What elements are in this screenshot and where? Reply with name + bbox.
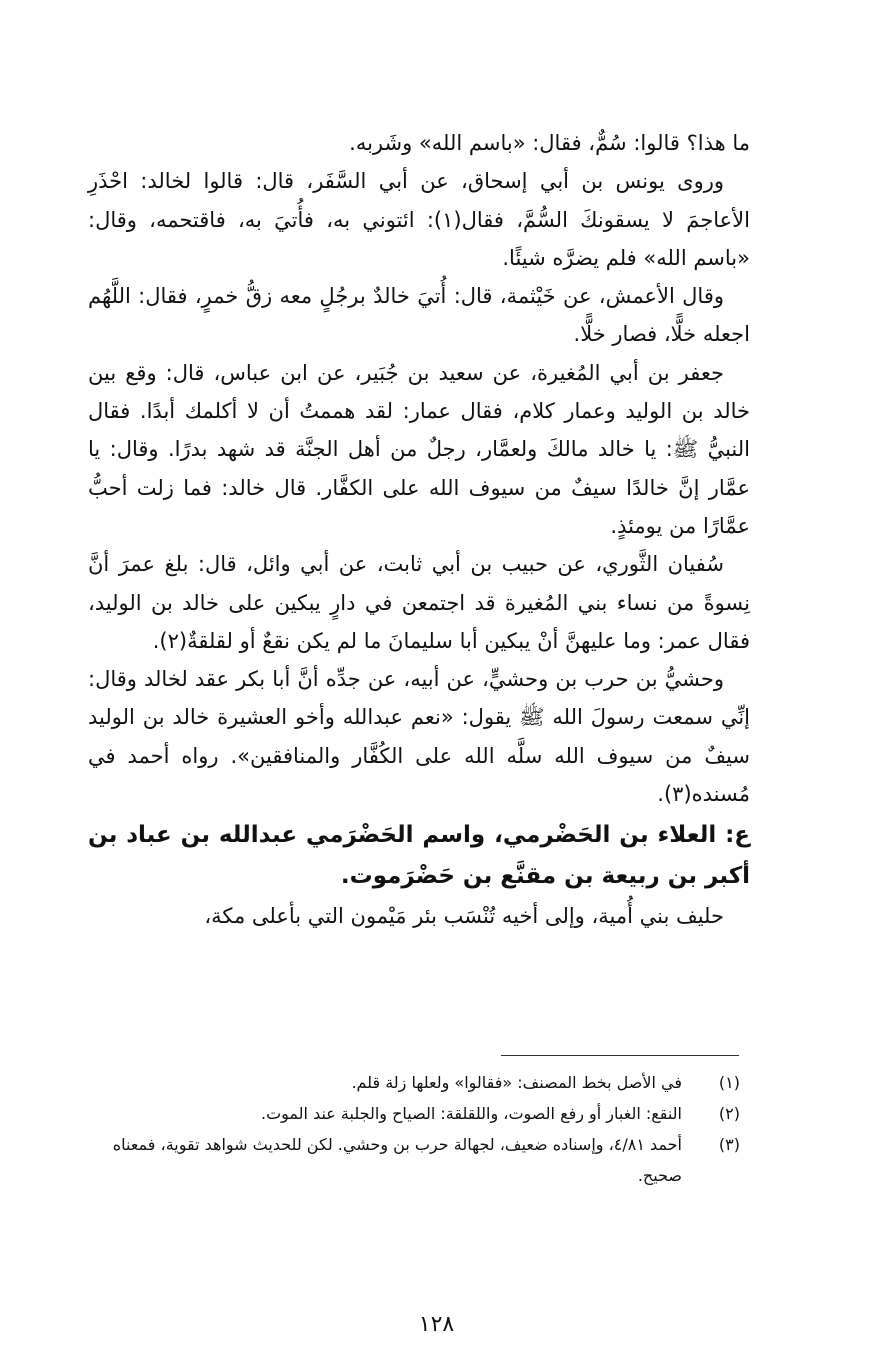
footnote-divider [501,1055,739,1056]
paragraph-2: وروى يونس بن أبي إسحاق، عن أبي السَّفَر، قال: قالوا لخالد: احْذَرِ الأعاجمَ لا يسقونكَ السُّمَّ، فقال(١): ائتوني به، فأُتيَ به، فاقتحمه، وقال: «باسم الله» فلم يضرَّه شيئًا. [88,169,750,270]
footnote-text: أحمد ٤/٨١، وإسناده ضعيف، لجهالة حرب بن وحشي. لكن للحديث شواهد تقوية، فمعناه صحيح. [112,1135,682,1185]
footnote-number: (١) [718,1073,740,1092]
paragraph-3: وقال الأعمش، عن خَيْثمة، قال: أُتيَ خالدٌ برجُلٍ معه زقُّ خمرٍ، فقال: اللَّهُم اجعله خلًّا، فصار خلًّا. [88,284,750,347]
footnote-text: في الأصل بخط المصنف: «فقالوا» ولعلها زلة قلم. [351,1073,682,1092]
footnote-number: (٣) [718,1135,740,1154]
entry-heading: ع: العلاء بن الحَضْرمي، واسم الحَضْرَمي عبدالله بن عباد بن أكبر بن ربيعة بن مقنَّع بن حَضْرَموت. [88,822,750,890]
paragraph-1: ما هذا؟ قالوا: سُمٌّ، فقال: «باسم الله» وشَربه. [349,131,750,155]
footnote-2 [70,1098,740,1129]
footnote-1 [70,1067,740,1098]
paragraph-4: جعفر بن أبي المُغيرة، عن سعيد بن جُبَير، عن ابن عباس، قال: وقع بين خالد بن الوليد وعمار كلام، فقال عمار: لقد هممتُ أن لا أكلمك أبدًا. فقال النبيُّ ﷺ: يا خالد مالكَ ولعمَّار، رجلٌ من أهل الجنَّة قد شهد بدرًا. وقال: يا عمَّار إنَّ خالدًا سيفٌ من سيوف الله على الكفَّار. قال خالد: فما زلت أحبُّ عمَّارًا من يومئذٍ. [88,360,750,538]
paragraph-7: حليف بني أُمية، وإلى أخيه تُنْسَب بئر مَيْمون التي بأعلى مكة، [204,904,724,929]
main-text [88,124,750,936]
page-number: ١٢٨ [418,1312,455,1337]
footnotes [70,1067,740,1191]
footnote-text: النقع: الغبار أو رفع الصوت، واللقلقة: الصياح والجلبة عند الموت. [261,1104,682,1123]
paragraph-5: سُفيان الثَّوري، عن حبيب بن أبي ثابت، عن أبي وائل، قال: بلغ عمرَ أنَّ نِسوةً من نساء بني المُغيرة قد اجتمعن في دارٍ يبكين على خالد بن الوليد، فقال عمر: وما عليهنَّ أنْ يبكين أبا سليمانَ ما لم يكن نقعٌ أو لقلقةٌ(٢). [88,552,750,653]
footnote-3 [70,1129,740,1191]
footnote-number: (٢) [718,1104,740,1123]
paragraph-6: وحشيُّ بن حرب بن وحشيٍّ، عن أبيه، عن جدِّه أنَّ أبا بكر عقد لخالد وقال: إنِّي سمعت رسولَ الله ﷺ يقول: «نعم عبدالله وأخو العشيرة خالد بن الوليد سيفٌ من سيوف الله سلَّه الله على الكُفَّار والمنافقين». رواه أحمد في مُسنده(٣). [88,667,750,807]
